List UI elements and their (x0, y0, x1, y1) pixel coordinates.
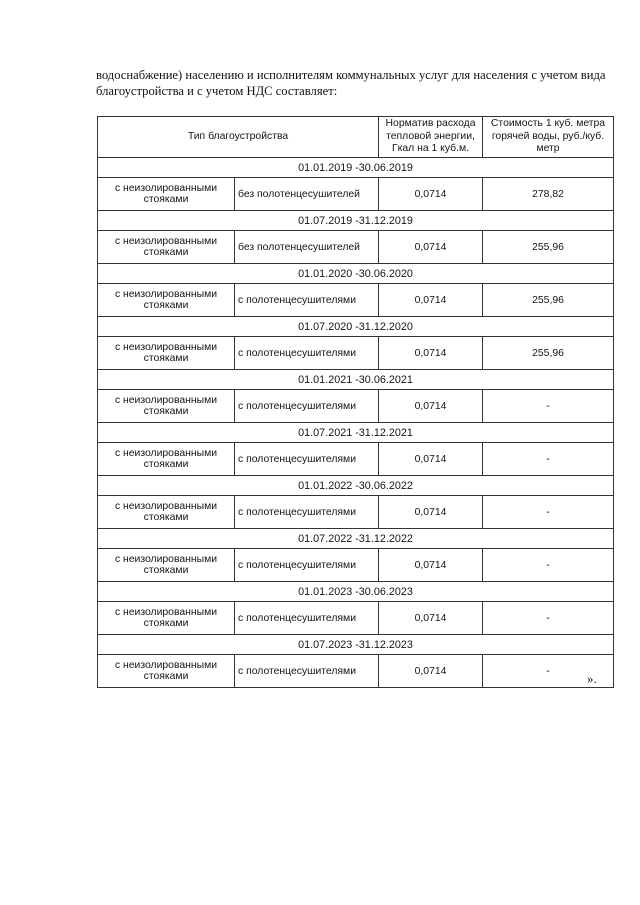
period-row (98, 423, 614, 443)
type-towel-dryer-cell: с полотенцесушителями (235, 549, 379, 582)
norm-cell: 0,0714 (379, 178, 483, 211)
table-row (98, 602, 614, 635)
type-riser-cell: с неизолированными стояками (98, 549, 235, 582)
type-riser-cell: с неизолированными стояками (98, 284, 235, 317)
table-row (98, 496, 614, 529)
cost-cell: 255,96 (483, 284, 614, 317)
cost-cell: - (483, 655, 614, 688)
table-row (98, 390, 614, 423)
period-label: 01.01.2020 -30.06.2020 (98, 264, 614, 284)
type-towel-dryer-cell: с полотенцесушителями (235, 390, 379, 423)
type-towel-dryer-cell: без полотенцесушителей (235, 231, 379, 264)
period-label: 01.07.2022 -31.12.2022 (98, 529, 614, 549)
period-label: 01.01.2021 -30.06.2021 (98, 370, 614, 390)
type-riser-cell: с неизолированными стояками (98, 231, 235, 264)
cost-cell: - (483, 443, 614, 476)
period-row (98, 476, 614, 496)
norm-cell: 0,0714 (379, 390, 483, 423)
period-row (98, 211, 614, 231)
cost-cell: 255,96 (483, 231, 614, 264)
table-row (98, 337, 614, 370)
table-row (98, 284, 614, 317)
period-label: 01.07.2019 -31.12.2019 (98, 211, 614, 231)
period-row (98, 529, 614, 549)
type-towel-dryer-cell: с полотенцесушителями (235, 284, 379, 317)
period-row (98, 317, 614, 337)
norm-cell: 0,0714 (379, 602, 483, 635)
norm-cell: 0,0714 (379, 496, 483, 529)
norm-cell: 0,0714 (379, 337, 483, 370)
period-row (98, 370, 614, 390)
cost-cell: - (483, 549, 614, 582)
norm-cell: 0,0714 (379, 549, 483, 582)
table-row (98, 655, 614, 688)
type-riser-cell: с неизолированными стояками (98, 655, 235, 688)
type-towel-dryer-cell: с полотенцесушителями (235, 496, 379, 529)
table-row (98, 443, 614, 476)
type-riser-cell: с неизолированными стояками (98, 496, 235, 529)
type-riser-cell: с неизолированными стояками (98, 602, 235, 635)
type-towel-dryer-cell: без полотенцесушителей (235, 178, 379, 211)
header-type: Тип благоустройства (98, 117, 379, 158)
type-riser-cell: с неизолированными стояками (98, 178, 235, 211)
type-riser-cell: с неизолированными стояками (98, 443, 235, 476)
type-towel-dryer-cell: с полотенцесушителями (235, 443, 379, 476)
header-norm: Норматив расхода тепловой энергии, Гкал на 1 куб.м. (379, 117, 483, 158)
period-label: 01.07.2023 -31.12.2023 (98, 635, 614, 655)
period-row (98, 158, 614, 178)
norm-cell: 0,0714 (379, 284, 483, 317)
table-row (98, 231, 614, 264)
closing-quote: ». (587, 671, 597, 686)
cost-cell: - (483, 496, 614, 529)
norm-cell: 0,0714 (379, 655, 483, 688)
cost-cell: 278,82 (483, 178, 614, 211)
table-header-row (98, 117, 614, 158)
type-towel-dryer-cell: с полотенцесушителями (235, 655, 379, 688)
period-row (98, 582, 614, 602)
period-label: 01.01.2019 -30.06.2019 (98, 158, 614, 178)
cost-cell: 255,96 (483, 337, 614, 370)
period-label: 01.07.2020 -31.12.2020 (98, 317, 614, 337)
period-row (98, 635, 614, 655)
norm-cell: 0,0714 (379, 231, 483, 264)
cost-cell: - (483, 602, 614, 635)
period-row (98, 264, 614, 284)
norm-cell: 0,0714 (379, 443, 483, 476)
cost-cell: - (483, 390, 614, 423)
type-towel-dryer-cell: с полотенцесушителями (235, 337, 379, 370)
period-label: 01.07.2021 -31.12.2021 (98, 423, 614, 443)
period-label: 01.01.2022 -30.06.2022 (98, 476, 614, 496)
header-cost: Стоимость 1 куб. метра горячей воды, руб./куб. метр (483, 117, 614, 158)
intro-paragraph: водоснабжение) населению и исполнителям коммунальных услуг для населения с учетом вида благоустройства и с учетом НДС составляет: (96, 68, 606, 98)
type-towel-dryer-cell: с полотенцесушителями (235, 602, 379, 635)
tariff-table (97, 116, 614, 688)
type-riser-cell: с неизолированными стояками (98, 390, 235, 423)
table-row (98, 178, 614, 211)
period-label: 01.01.2023 -30.06.2023 (98, 582, 614, 602)
table-row (98, 549, 614, 582)
type-riser-cell: с неизолированными стояками (98, 337, 235, 370)
